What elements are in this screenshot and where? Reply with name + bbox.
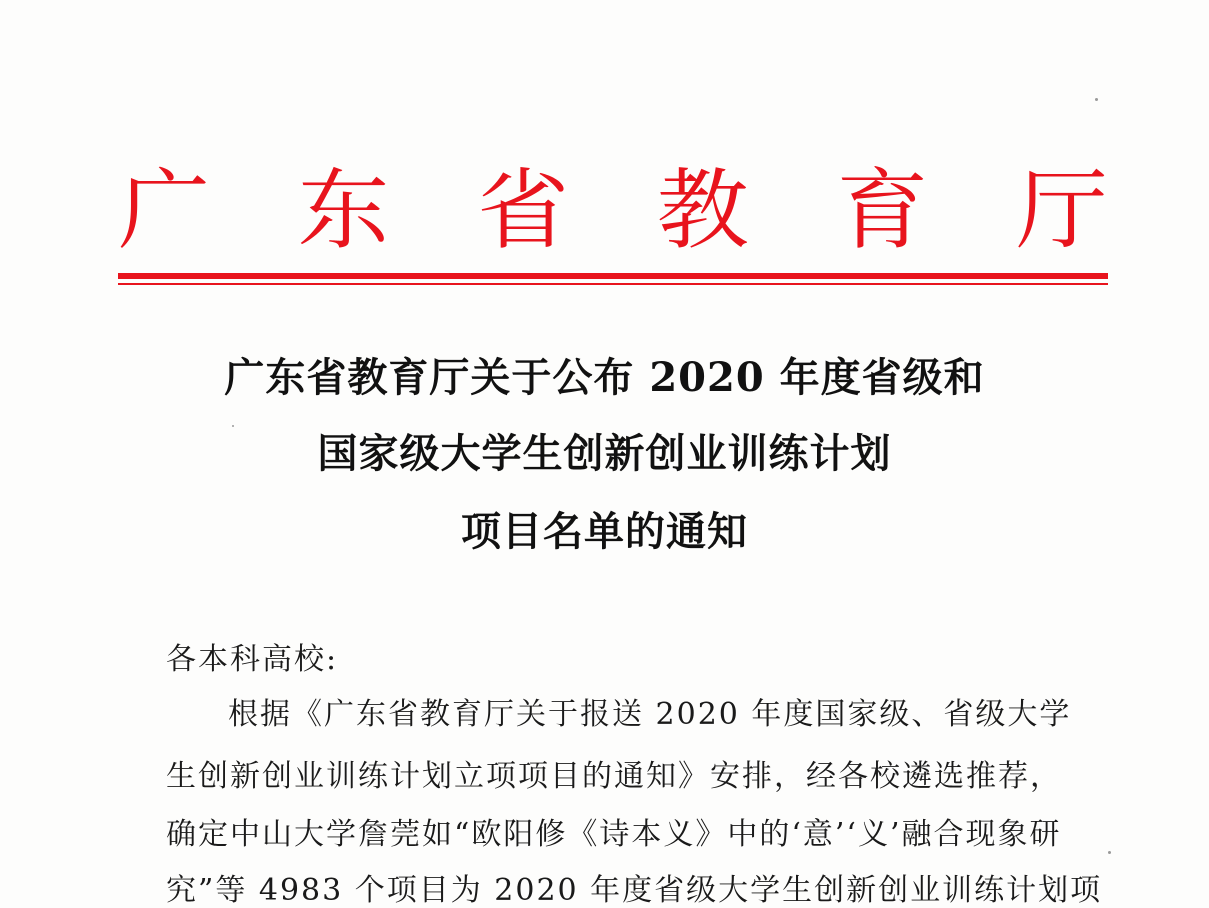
letterhead-rule-thick	[118, 273, 1108, 279]
document-title-line-1: 广东省教育厅关于公布 2020 年度省级和	[224, 354, 985, 401]
letterhead-char: 广	[118, 159, 211, 261]
document-title-line-2: 国家级大学生创新创业训练计划	[317, 430, 892, 477]
salutation: 各本科高校:	[166, 642, 339, 677]
letterhead-rule-thin	[118, 283, 1108, 285]
scan-speck	[232, 425, 234, 427]
document-title-line-3: 项目名单的通知	[461, 508, 748, 555]
body-line: 究”等 4983 个项目为 2020 年度省级大学生创新创业训练计划项	[166, 873, 1103, 908]
scan-speck	[1095, 98, 1098, 101]
letterhead-char: 东	[297, 159, 390, 261]
body-line: 确定中山大学詹莞如“欧阳修《诗本义》中的‘意’‘义’融合现象研	[166, 817, 1062, 852]
body-line: 根据《广东省教育厅关于报送 2020 年度国家级、省级大学	[228, 697, 1072, 732]
letterhead-char: 教	[656, 159, 749, 261]
letterhead-char: 育	[836, 159, 929, 261]
letterhead-char: 厅	[1015, 159, 1108, 261]
letterhead-char: 省	[477, 159, 570, 261]
scan-speck	[1108, 851, 1111, 854]
body-line: 生创新创业训练计划立项项目的通知》安排，经各校遴选推荐，	[166, 759, 1062, 794]
letterhead	[118, 158, 1108, 263]
